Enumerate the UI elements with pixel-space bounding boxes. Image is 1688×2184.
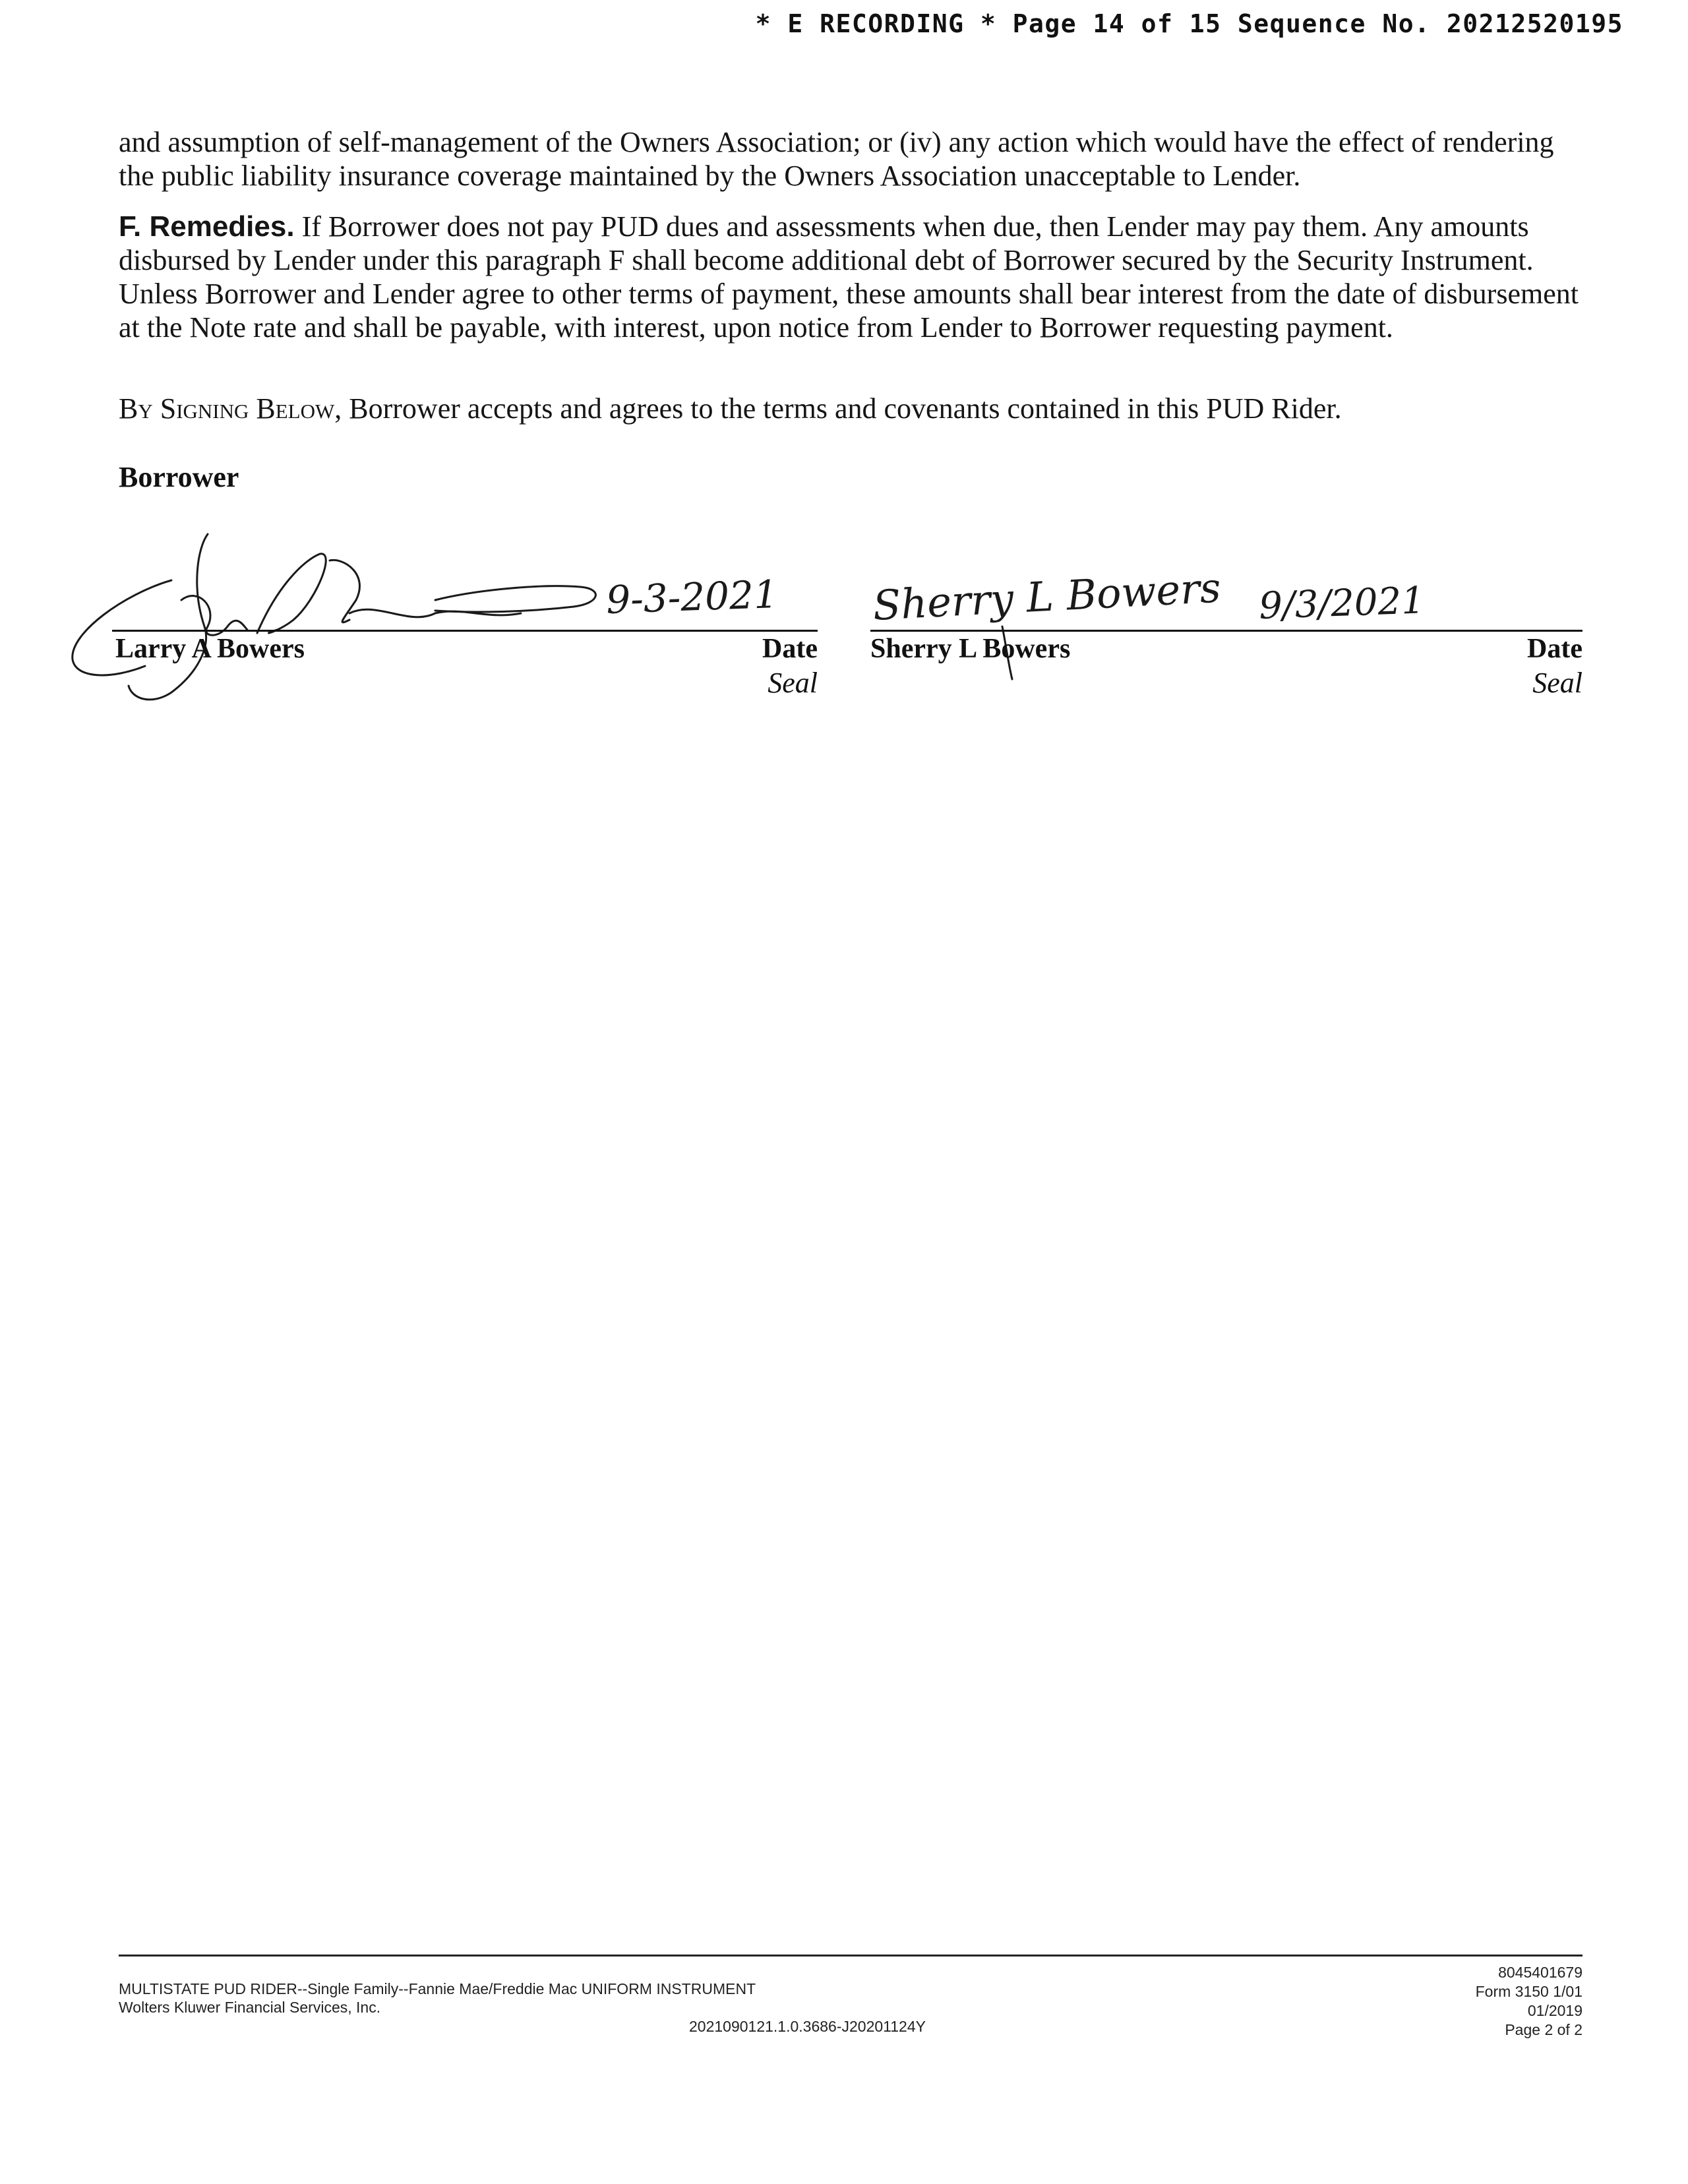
signer-name-larry: Larry A Bowers (115, 634, 305, 664)
signer-name-sherry: Sherry L Bowers (870, 634, 1071, 664)
handwritten-signature-sherry (870, 521, 1582, 706)
revision-date: 01/2019 (1527, 2002, 1582, 2019)
form-number: Form 3150 1/01 (1475, 1983, 1582, 2000)
signing-text: Borrower accepts and agrees to the terms and covenants contained in this PUD Rider. (349, 392, 1342, 425)
handwritten-date-larry: 9-3-2021 (605, 571, 779, 622)
paragraph-owners-association (119, 125, 1582, 193)
signature-line (870, 630, 1582, 632)
page-number: Page 2 of 2 (1505, 2021, 1582, 2038)
form-title: MULTISTATE PUD RIDER--Single Family--Fannie Mae/Freddie Mac UNIFORM INSTRUMENT (119, 1980, 756, 1997)
footer-rule (119, 1955, 1582, 1957)
date-label: Date (1527, 634, 1582, 664)
borrower-label: Borrower (119, 461, 239, 493)
footer-form-info (119, 1980, 756, 2017)
seal-label: Seal (768, 667, 818, 699)
document-code: 2021090121.1.0.3686-J20201124Y (689, 2018, 926, 2035)
loan-number: 8045401679 (1498, 1964, 1582, 1981)
signature-block-larry (66, 521, 818, 706)
remedies-heading: F. Remedies. (119, 210, 295, 243)
handwritten-name-sherry: Sherry L Bowers (871, 563, 1222, 630)
paragraph-signing-statement (119, 392, 1582, 425)
publisher: Wolters Kluwer Financial Services, Inc. (119, 1999, 381, 2016)
handwritten-date-sherry: 9/3/2021 (1258, 579, 1426, 628)
signature-block-sherry (870, 521, 1582, 706)
handwritten-signature-larry (66, 521, 818, 706)
date-label: Date (762, 634, 818, 664)
signature-line (112, 630, 818, 632)
recording-stamp: * E RECORDING * Page 14 of 15 Sequence No. 20212520195 (755, 9, 1623, 38)
remedies-text: If Borrower does not pay PUD dues and assessments when due, then Lender may pay them. Any amounts disbursed by Lender under this paragraph F shall become additional debt of Borrower secured by the Security Instrument. Unless Borrower and Lender agree to other terms of payment, these amounts shall bear interest from the date of disbursement at the Note rate and shall be payable, with interest, upon notice from Lender to Borrower requesting payment. (119, 210, 1579, 344)
footer-identifiers (1476, 1963, 1582, 2040)
paragraph-text: and assumption of self-management of the Owners Association; or (iv) any action which would have the effect of rendering the public liability insurance coverage maintained by the Owners Association unacceptable to Lender. (119, 126, 1554, 192)
paragraph-remedies (119, 210, 1582, 344)
signing-lead: By Signing Below, (119, 392, 342, 425)
seal-label: Seal (1532, 667, 1582, 699)
